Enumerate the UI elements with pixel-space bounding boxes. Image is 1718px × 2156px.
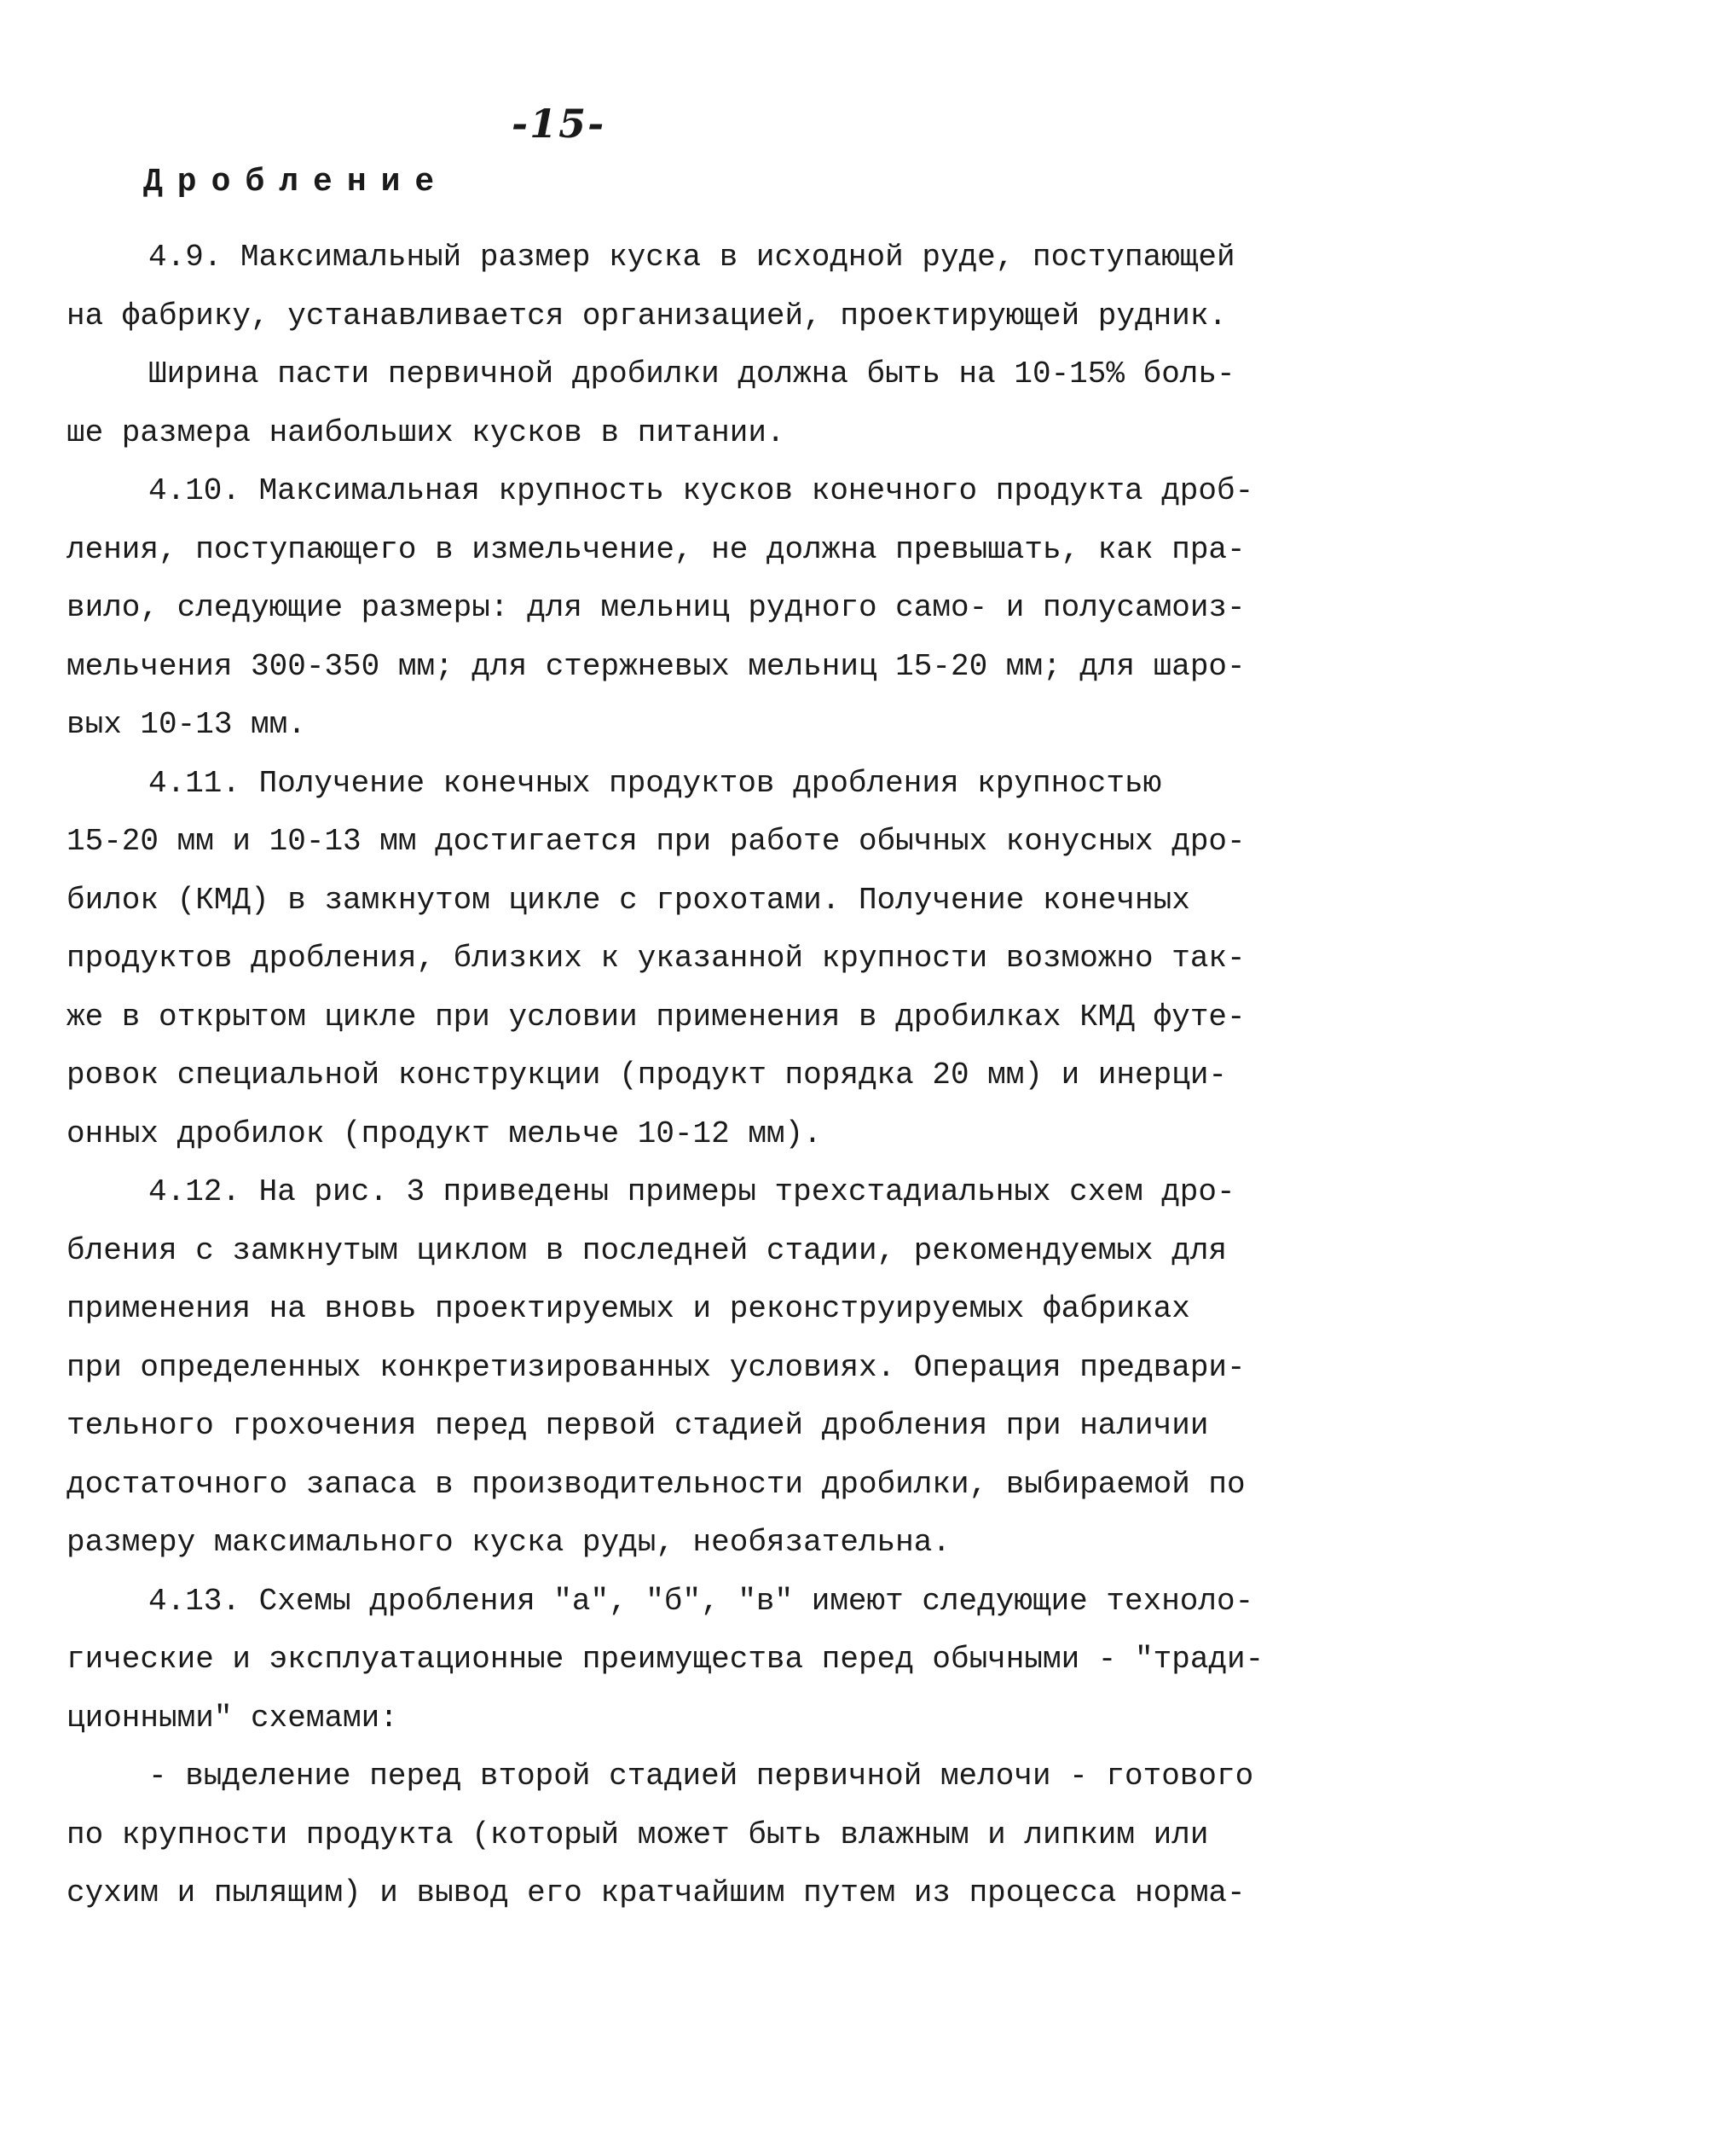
- text-line: же в открытом цикле при условии применения в дробилках КМД футе-: [67, 999, 1246, 1035]
- text-line: 4.10. Максимальная крупность кусков конечного продукта дроб-: [148, 473, 1254, 508]
- page-number: -15-: [512, 101, 606, 147]
- text-line: бления с замкнутым циклом в последней стадии, рекомендуемых для: [67, 1232, 1228, 1268]
- text-line: 4.9. Максимальный размер куска в исходной руде, поступающей: [148, 240, 1235, 275]
- text-line: мельчения 300-350 мм; для стержневых мельниц 15-20 мм; для шаро-: [67, 648, 1246, 684]
- text-line: применения на вновь проектируемых и реконструируемых фабриках: [67, 1291, 1190, 1326]
- text-line: гические и эксплуатационные преимущества перед обычными - "тради-: [67, 1642, 1264, 1677]
- text-line: 4.13. Схемы дробления "а", "б", "в" имеют следующие техноло-: [148, 1583, 1254, 1619]
- text-line: ше размера наибольших кусков в питании.: [67, 414, 785, 450]
- text-line: размеру максимального куска руды, необязательна.: [67, 1525, 951, 1560]
- text-line: при определенных конкретизированных условиях. Операция предвари-: [67, 1349, 1246, 1385]
- text-line: 15-20 мм и 10-13 мм достигается при работе обычных конусных дро-: [67, 824, 1246, 859]
- text-line: сухим и пылящим) и вывод его кратчайшим путем из процесса норма-: [67, 1875, 1246, 1910]
- text-line: - выделение перед второй стадией первичной мелочи - готового: [148, 1759, 1254, 1794]
- text-line: ровок специальной конструкции (продукт порядка 20 мм) и инерци-: [67, 1058, 1228, 1092]
- text-line: онных дробилок (продукт мельче 10-12 мм).: [67, 1116, 822, 1151]
- text-line: ционными" схемами:: [67, 1700, 398, 1736]
- text-line: Ширина пасти первичной дробилки должна быть на 10-15% боль-: [148, 356, 1235, 391]
- text-line: продуктов дробления, близких к указанной крупности возможно так-: [67, 941, 1246, 976]
- text-line: 4.12. На рис. 3 приведены примеры трехстадиальных схем дро-: [148, 1174, 1235, 1209]
- text-line: билок (КМД) в замкнутом цикле с грохотами. Получение конечных: [67, 882, 1190, 918]
- text-line: вило, следующие размеры: для мельниц рудного само- и полусамоиз-: [67, 590, 1246, 625]
- text-line: вых 10-13 мм.: [67, 707, 306, 742]
- text-body: [67, 229, 1264, 1923]
- text-line: на фабрику, устанавливается организацией, проектирующей рудник.: [67, 298, 1228, 333]
- text-line: ления, поступающего в измельчение, не должна превышать, как пра-: [67, 531, 1246, 567]
- section-heading: Дробление: [143, 164, 449, 200]
- text-line: достаточного запаса в производительности дробилки, выбираемой по: [67, 1466, 1246, 1502]
- text-line: 4.11. Получение конечных продуктов дробления крупностью: [148, 765, 1162, 801]
- text-line: тельного грохочения перед первой стадией дробления при наличии: [67, 1408, 1209, 1443]
- text-line: по крупности продукта (который может быть влажным и липким или: [67, 1817, 1209, 1852]
